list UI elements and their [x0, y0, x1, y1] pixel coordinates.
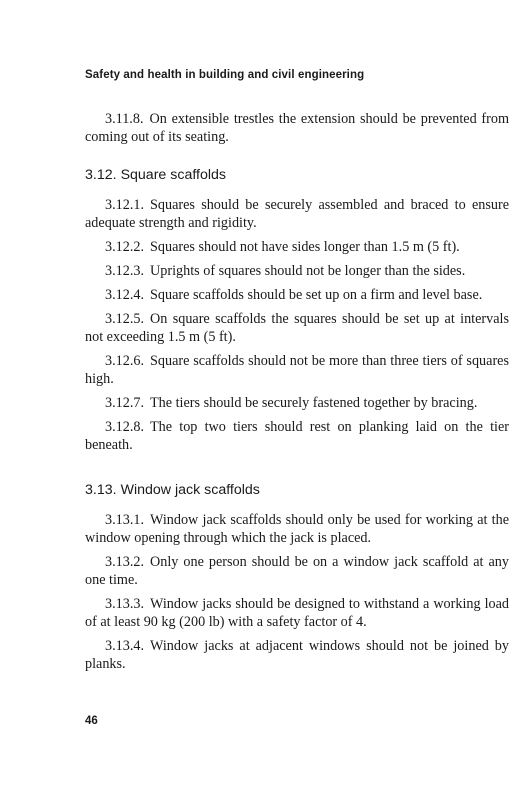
paragraph-text: Squares should not have sides longer than 1.5 m (5 ft). — [150, 239, 460, 255]
paragraph-text: Square scaffolds should be set up on a firm and level base. — [150, 287, 483, 303]
paragraph-3-12-7 — [85, 394, 509, 412]
paragraph-3-12-8 — [85, 418, 509, 454]
paragraph-3-13-2 — [85, 553, 509, 589]
paragraph-number: 3.13.1. — [105, 512, 145, 528]
paragraph-number: 3.12.5. — [105, 311, 145, 327]
paragraph-3-13-4 — [85, 637, 509, 673]
paragraph-text: Window jacks at adjacent windows should not be joined by planks. — [85, 638, 509, 672]
paragraph-number: 3.12.6. — [105, 353, 145, 369]
paragraph-3-11-8 — [85, 110, 509, 146]
paragraph-3-12-6 — [85, 352, 509, 388]
paragraph-number: 3.12.3. — [105, 263, 145, 279]
paragraph-3-12-2 — [85, 238, 509, 256]
paragraph-3-12-1 — [85, 196, 509, 232]
paragraph-number: 3.13.4. — [105, 638, 145, 654]
paragraph-3-12-4 — [85, 286, 509, 304]
paragraph-text: Square scaffolds should not be more than three tiers of squares high. — [85, 353, 509, 387]
paragraph-text: On extensible trestles the extension should be prevented from coming out of its seating. — [85, 111, 509, 145]
paragraph-text: The top two tiers should rest on planking laid on the tier beneath. — [85, 419, 509, 453]
paragraph-number: 3.12.8. — [105, 419, 145, 435]
section-title: Square scaffolds — [120, 167, 226, 183]
paragraph-number: 3.12.1. — [105, 197, 145, 213]
section-number: 3.12. — [85, 167, 117, 183]
paragraph-number: 3.12.7. — [105, 395, 145, 411]
paragraph-text: Window jacks should be designed to withstand a working load of at least 90 kg (200 lb) with a safety factor of 4. — [85, 596, 509, 630]
paragraph-text: The tiers should be securely fastened together by bracing. — [150, 395, 478, 411]
paragraph-number: 3.13.3. — [105, 596, 145, 612]
paragraph-number: 3.12.4. — [105, 287, 145, 303]
paragraph-text: On square scaffolds the squares should be set up at intervals not exceeding 1.5 m (5 ft). — [85, 311, 509, 345]
paragraph-text: Squares should be securely assembled and braced to ensure adequate strength and rigidity. — [85, 197, 509, 231]
page-content — [85, 110, 509, 679]
paragraph-number: 3.13.2. — [105, 554, 145, 570]
paragraph-text: Uprights of squares should not be longer than the sides. — [150, 263, 466, 279]
paragraph-3-12-5 — [85, 310, 509, 346]
paragraph-number: 3.11.8. — [105, 111, 144, 127]
paragraph-3-13-1 — [85, 511, 509, 547]
section-number: 3.13. — [85, 482, 117, 498]
paragraph-number: 3.12.2. — [105, 239, 145, 255]
section-heading-3-13 — [85, 481, 509, 499]
paragraph-3-13-3 — [85, 595, 509, 631]
running-header: Safety and health in building and civil engineering — [85, 69, 365, 81]
paragraph-3-12-3 — [85, 262, 509, 280]
section-heading-3-12 — [85, 166, 509, 184]
paragraph-text: Window jack scaffolds should only be used for working at the window opening through which the jack is placed. — [85, 512, 509, 546]
paragraph-text: Only one person should be on a window jack scaffold at any one time. — [85, 554, 509, 588]
page-number: 46 — [85, 715, 98, 727]
section-title: Window jack scaffolds — [120, 482, 260, 498]
